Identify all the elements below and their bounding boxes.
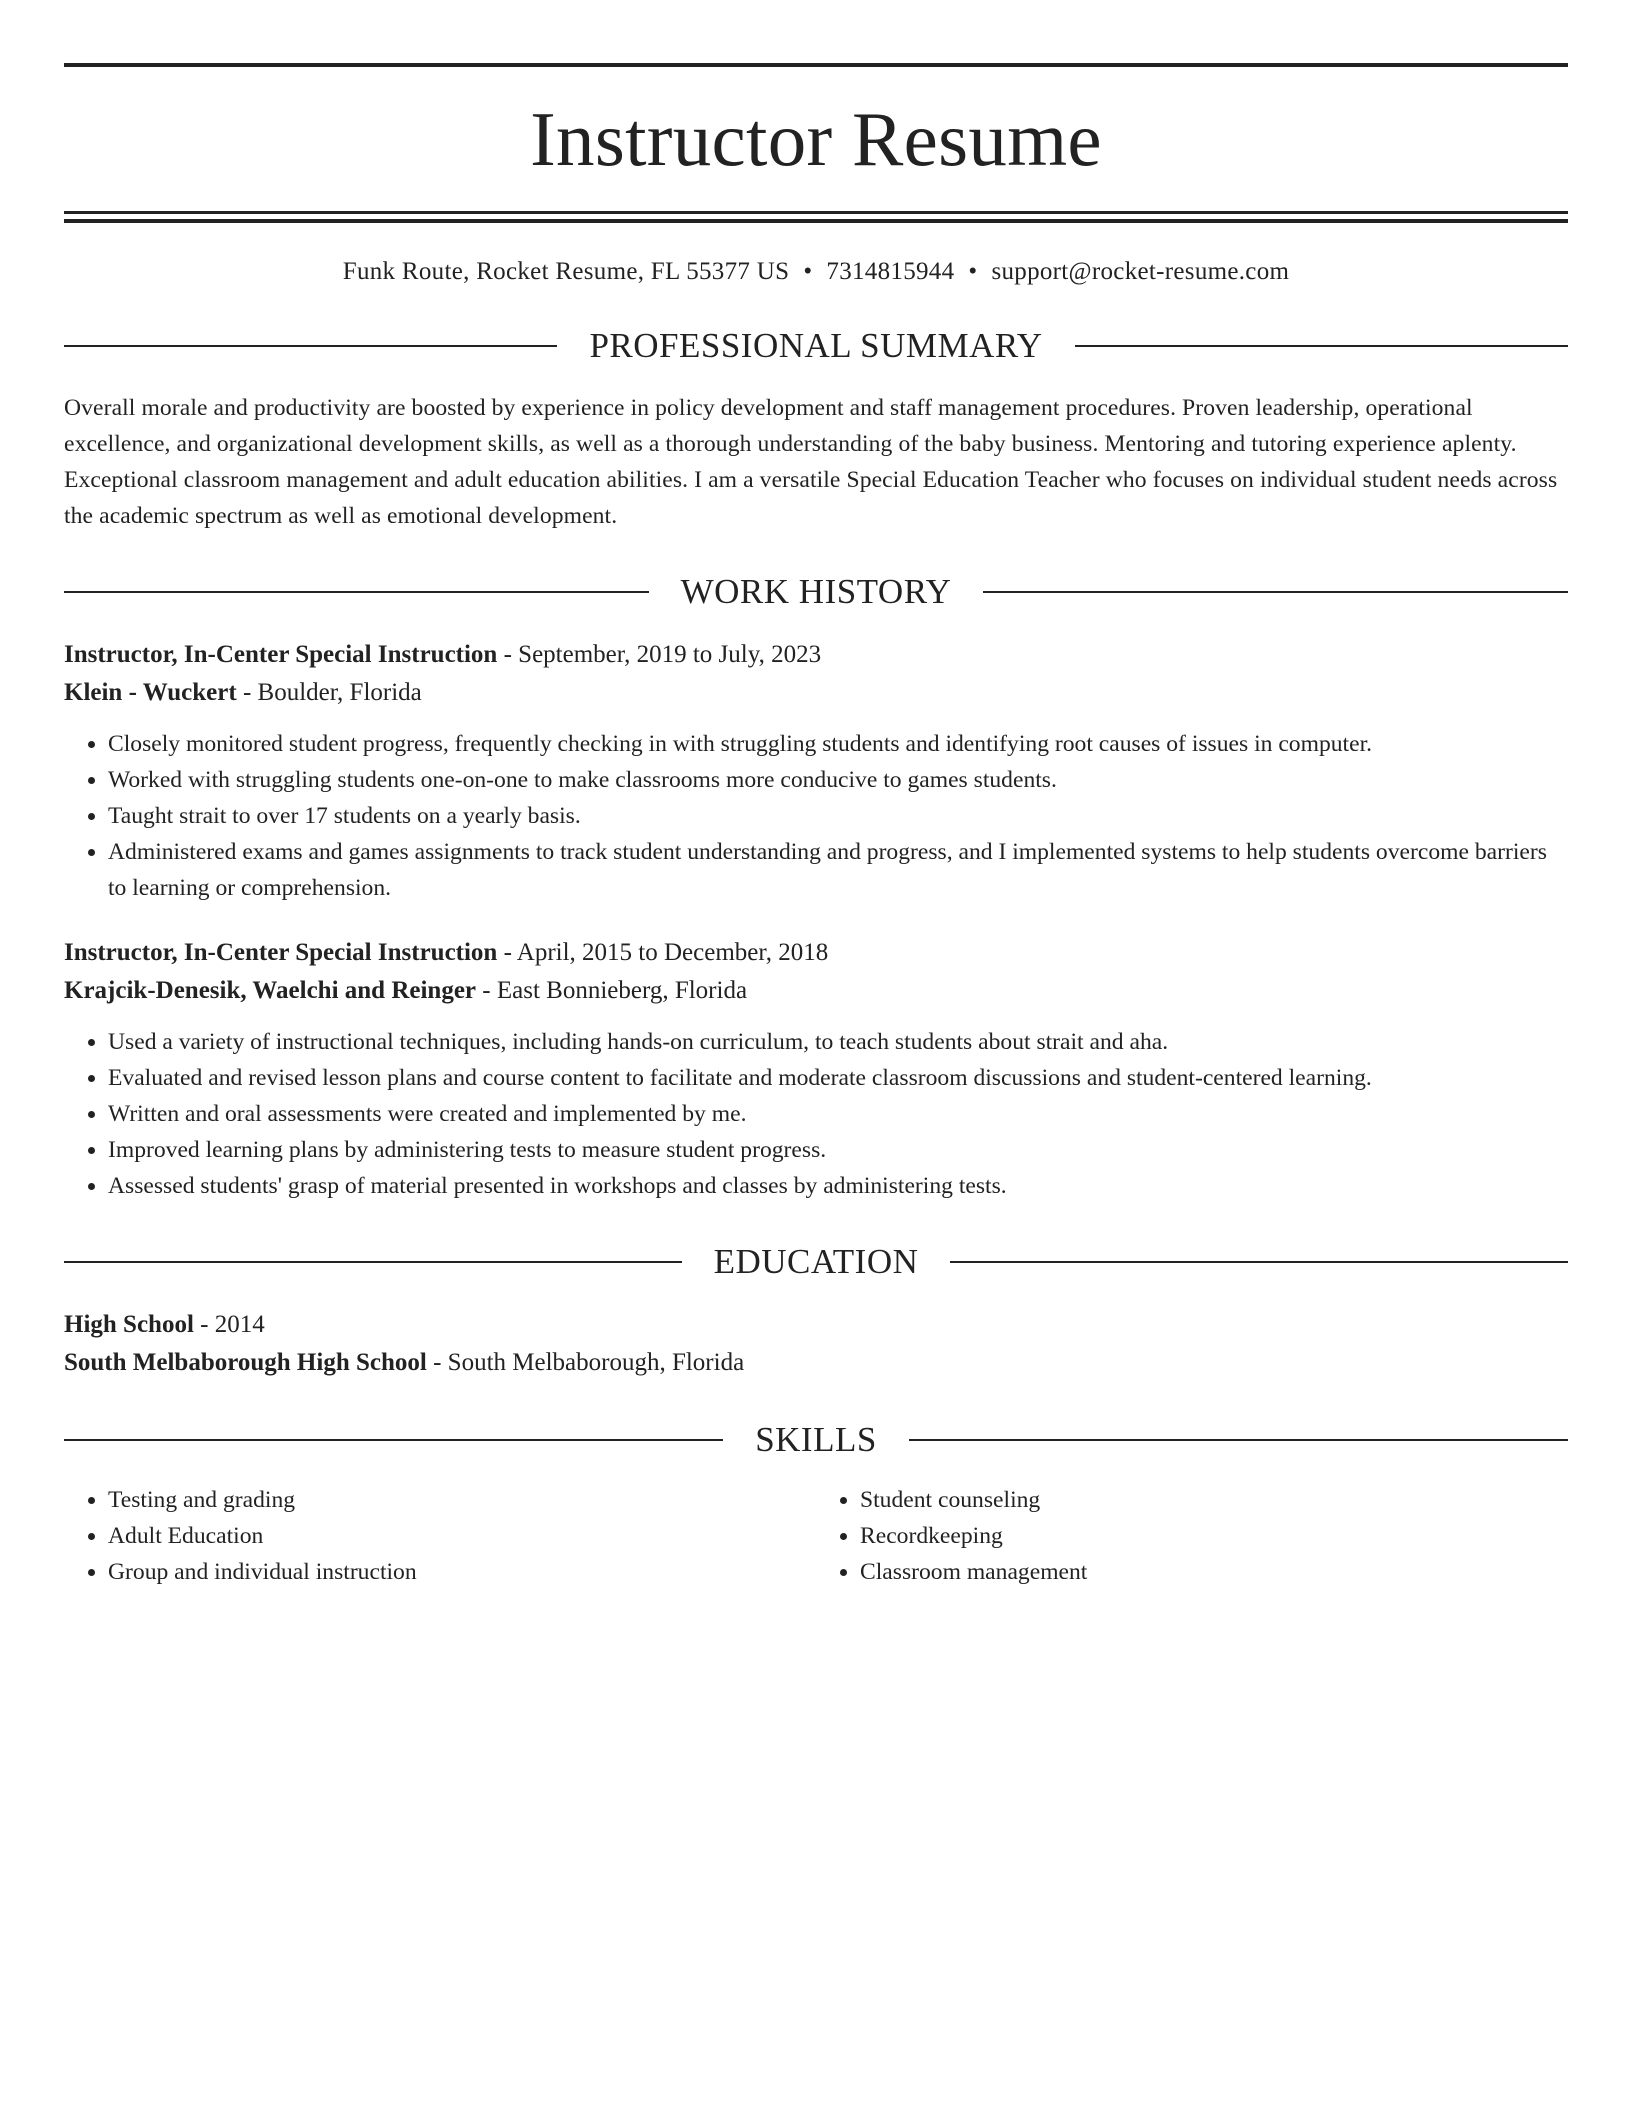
title-double-rule bbox=[64, 211, 1568, 223]
section-heading-work-history bbox=[64, 572, 1568, 612]
job-company: Klein - Wuckert bbox=[64, 679, 237, 706]
skills-column-left bbox=[64, 1482, 816, 1590]
list-item: • Written and oral assessments were created and implemented by me. bbox=[108, 1096, 1568, 1132]
skills-column-right bbox=[816, 1482, 1568, 1590]
section-heading-education bbox=[64, 1242, 1568, 1282]
heading-rule-left bbox=[64, 591, 649, 593]
skill-item: • Adult Education bbox=[108, 1518, 816, 1554]
education-school: South Melbaborough High School bbox=[64, 1349, 427, 1376]
job-location: - Boulder, Florida bbox=[236, 679, 422, 706]
job-dates: - September, 2019 to July, 2023 bbox=[497, 641, 822, 668]
job-company-line bbox=[64, 972, 1568, 1010]
skill-item: • Student counseling bbox=[860, 1482, 1568, 1518]
job-company: Krajcik-Denesik, Waelchi and Reinger bbox=[64, 977, 477, 1004]
list-item: • Used a variety of instructional techniques, including hands-on curriculum, to teach students about strait and aha. bbox=[108, 1024, 1568, 1060]
contact-email: support@rocket-resume.com bbox=[991, 258, 1290, 285]
list-item: • Taught strait to over 17 students on a yearly basis. bbox=[108, 798, 1568, 834]
section-title: EDUCATION bbox=[713, 1242, 919, 1281]
skill-item: • Testing and grading bbox=[108, 1482, 816, 1518]
section-title: PROFESSIONAL SUMMARY bbox=[589, 326, 1043, 365]
list-item: • Administered exams and games assignments to track student understanding and progress, and I implemented systems to help students overcome barriers to learning or comprehension. bbox=[108, 834, 1568, 906]
job-bullets bbox=[64, 726, 1568, 906]
skill-item: • Recordkeeping bbox=[860, 1518, 1568, 1554]
education-location: - South Melbaborough, Florida bbox=[426, 1349, 745, 1376]
section-title: SKILLS bbox=[755, 1420, 877, 1459]
heading-rule-left bbox=[64, 1439, 723, 1441]
job-entry bbox=[64, 636, 1568, 906]
education-degree: High School bbox=[64, 1311, 194, 1338]
page-title: Instructor Resume bbox=[530, 96, 1102, 182]
contact-phone: 7314815944 bbox=[826, 258, 955, 285]
job-dates: - April, 2015 to December, 2018 bbox=[497, 939, 829, 966]
list-item: • Closely monitored student progress, frequently checking in with struggling students and identifying root causes of issues in computer. bbox=[108, 726, 1568, 762]
contact-line bbox=[64, 256, 1568, 288]
job-title: Instructor, In-Center Special Instruction bbox=[64, 641, 498, 668]
skill-item: • Classroom management bbox=[860, 1554, 1568, 1590]
job-company-line bbox=[64, 674, 1568, 712]
heading-rule-right bbox=[909, 1439, 1568, 1441]
contact-address: Funk Route, Rocket Resume, FL 55377 US bbox=[342, 258, 790, 285]
job-title: Instructor, In-Center Special Instruction bbox=[64, 939, 498, 966]
summary-paragraph: Overall morale and productivity are boosted by experience in policy development and staff management procedures. Proven leadership, operational excellence, and organizational development skills, as well as a thorough understanding of the baby business. Mentoring and tutoring experience aplenty. Exceptional classroom management and adult education abilities. I am a versatile Special Education Teacher who focuses on individual student needs across the academic spectrum as well as emotional development. bbox=[64, 395, 1558, 529]
section-title: WORK HISTORY bbox=[680, 572, 952, 611]
list-item: • Evaluated and revised lesson plans and course content to facilitate and moderate classroom discussions and student-centered learning. bbox=[108, 1060, 1568, 1096]
education-degree-line bbox=[64, 1306, 1568, 1344]
section-heading-skills bbox=[64, 1420, 1568, 1460]
list-item: • Improved learning plans by administering tests to measure student progress. bbox=[108, 1132, 1568, 1168]
skill-item: • Group and individual instruction bbox=[108, 1554, 816, 1590]
heading-rule-left bbox=[64, 345, 557, 347]
job-entry bbox=[64, 934, 1568, 1204]
education-entry bbox=[64, 1306, 1568, 1382]
job-title-line bbox=[64, 636, 1568, 674]
heading-rule-right bbox=[950, 1261, 1568, 1263]
list-item: • Worked with struggling students one-on-one to make classrooms more conducive to games students. bbox=[108, 762, 1568, 798]
heading-rule-right bbox=[1075, 345, 1568, 347]
education-year: - 2014 bbox=[193, 1311, 265, 1338]
contact-separator: • bbox=[803, 258, 813, 285]
job-bullets bbox=[64, 1024, 1568, 1204]
heading-rule-right bbox=[983, 591, 1568, 593]
section-heading-summary bbox=[64, 326, 1568, 366]
top-rule bbox=[64, 63, 1568, 67]
education-school-line bbox=[64, 1344, 1568, 1382]
contact-separator: • bbox=[968, 258, 978, 285]
list-item: • Assessed students' grasp of material presented in workshops and classes by administering tests. bbox=[108, 1168, 1568, 1204]
skills-list bbox=[64, 1482, 1568, 1590]
job-location: - East Bonnieberg, Florida bbox=[476, 977, 748, 1004]
job-title-line bbox=[64, 934, 1568, 972]
heading-rule-left bbox=[64, 1261, 682, 1263]
